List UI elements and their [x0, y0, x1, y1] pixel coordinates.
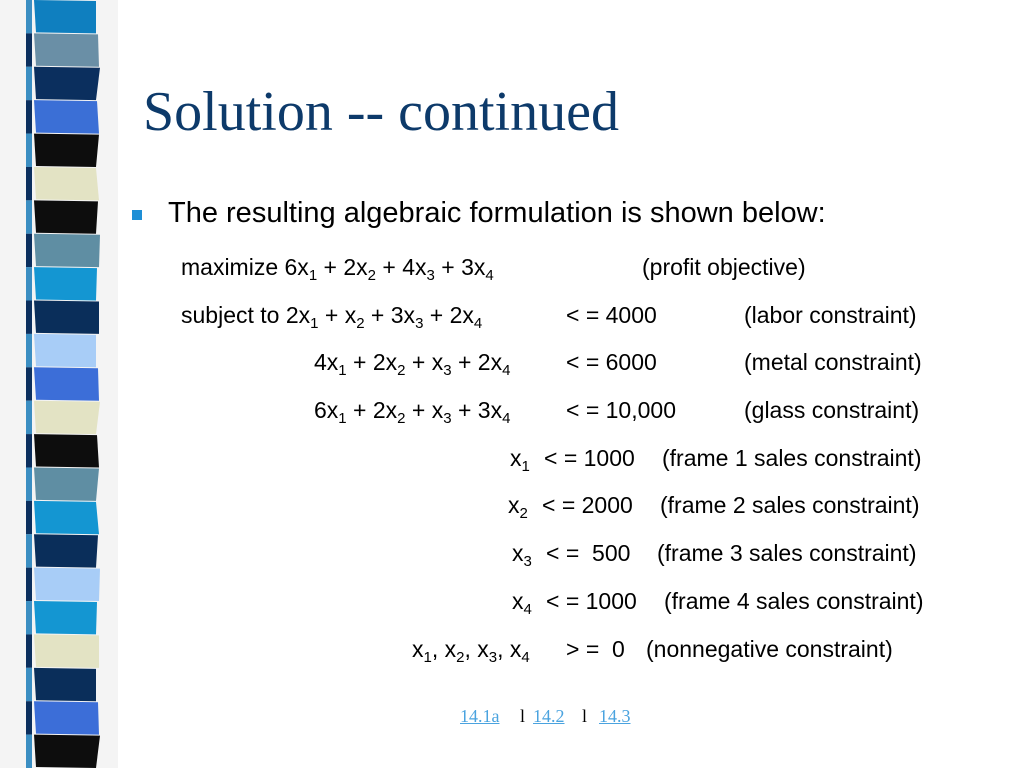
stripe-sliver	[26, 634, 32, 667]
labor-constraint-expr: subject to $2x_1 + x_2 + 3x_3 + 2x_4$	[181, 302, 483, 332]
sales-constraint-note-1: (frame 1 sales constraint)	[662, 445, 922, 471]
stripe-sliver	[26, 33, 32, 66]
sales-constraint-var-2: $x_2$	[508, 492, 528, 522]
sales-constraint-var-3: $x_3$	[512, 540, 532, 570]
stripe-sliver	[26, 334, 32, 367]
glass-constraint-note: (glass constraint)	[744, 397, 920, 423]
stripe-block	[34, 401, 100, 434]
stripe-sliver	[26, 267, 32, 300]
decorative-stripe	[0, 0, 118, 768]
stripe-block	[34, 134, 99, 167]
stripe-sliver	[26, 167, 32, 200]
sales-constraint-rhs-3: < = 500	[546, 540, 631, 566]
stripe-block	[34, 367, 99, 400]
stripe-sliver	[26, 367, 32, 400]
stripe-sliver	[26, 0, 32, 33]
stripe-block	[34, 301, 99, 334]
bullet-icon	[132, 210, 142, 220]
stripe-block	[34, 267, 97, 300]
stripe-sliver	[26, 100, 32, 133]
nav-separator: l	[520, 706, 526, 726]
stripe-block	[34, 0, 96, 33]
sales-constraint-rhs-4: < = 1000	[546, 588, 637, 614]
stripe-sliver	[26, 434, 32, 467]
metal-constraint-note: (metal constraint)	[744, 349, 922, 375]
nav-link-14-2[interactable]: 14.2	[533, 706, 565, 726]
labor-constraint-rhs: < = 4000	[566, 302, 657, 328]
nav-link-14-1a[interactable]: 14.1a	[460, 706, 500, 726]
stripe-sliver	[26, 668, 32, 701]
stripe-sliver	[26, 467, 32, 500]
stripe-block	[34, 501, 99, 534]
objective-line: maximize $6x_1 + 2x_2 + 4x_3 + 3x_4$	[181, 254, 494, 284]
stripe-sliver	[26, 601, 32, 634]
stripe-sliver	[26, 701, 32, 734]
metal-constraint-expr: $4x_1 + 2x_2 + x_3 + 2x_4$	[314, 349, 511, 379]
nonneg-constraint-vars: $x_1$, $x_2$, $x_3$, $x_4$	[412, 636, 530, 666]
nav-separator: l	[582, 706, 588, 726]
stripe-block	[34, 634, 99, 667]
stripe-sliver	[26, 134, 32, 167]
stripe-block	[34, 334, 96, 367]
nonneg-constraint-note: (nonnegative constraint)	[646, 636, 893, 662]
stripe-block	[34, 668, 96, 701]
sales-constraint-note-4: (frame 4 sales constraint)	[664, 588, 924, 614]
stripe-block	[34, 601, 97, 634]
stripe-sliver	[26, 534, 32, 567]
stripe-sliver	[26, 501, 32, 534]
sales-constraint-note-2: (frame 2 sales constraint)	[660, 492, 920, 518]
glass-constraint-rhs: < = 10,000	[566, 397, 676, 423]
stripe-block	[34, 434, 99, 467]
nav-link-14-3[interactable]: 14.3	[599, 706, 631, 726]
stripe-sliver	[26, 234, 32, 267]
sales-constraint-note-3: (frame 3 sales constraint)	[657, 540, 917, 566]
labor-constraint-note: (labor constraint)	[744, 302, 917, 328]
glass-constraint-expr: $6x_1 + 2x_2 + x_3 + 3x_4$	[314, 397, 511, 427]
sales-constraint-rhs-2: < = 2000	[542, 492, 633, 518]
stripe-block	[34, 467, 99, 500]
stripe-block	[34, 534, 98, 567]
stripe-block	[34, 167, 99, 200]
stripe-sliver	[26, 735, 32, 768]
stripe-block	[34, 234, 100, 267]
stripe-sliver	[26, 401, 32, 434]
objective-note: (profit objective)	[642, 254, 806, 280]
sales-constraint-rhs-1: < = 1000	[544, 445, 635, 471]
stripe-block	[34, 100, 99, 133]
stripe-block	[34, 568, 100, 601]
stripe-sliver	[26, 568, 32, 601]
sales-constraint-var-1: $x_1$	[510, 445, 530, 475]
lead-text: The resulting algebraic formulation is shown below:	[168, 197, 826, 229]
stripe-block	[34, 701, 99, 734]
metal-constraint-rhs: < = 6000	[566, 349, 657, 375]
stripe-block	[34, 33, 99, 66]
stripe-sliver	[26, 301, 32, 334]
stripe-block	[34, 735, 100, 768]
sales-constraint-var-4: $x_4$	[512, 588, 532, 618]
stripe-sliver	[26, 200, 32, 233]
stripe-sliver	[26, 67, 32, 100]
slide-title: Solution -- continued	[143, 81, 619, 143]
stripe-block	[34, 200, 98, 233]
stripe-block	[34, 67, 100, 100]
nonneg-constraint-rhs: > = 0	[566, 636, 625, 662]
